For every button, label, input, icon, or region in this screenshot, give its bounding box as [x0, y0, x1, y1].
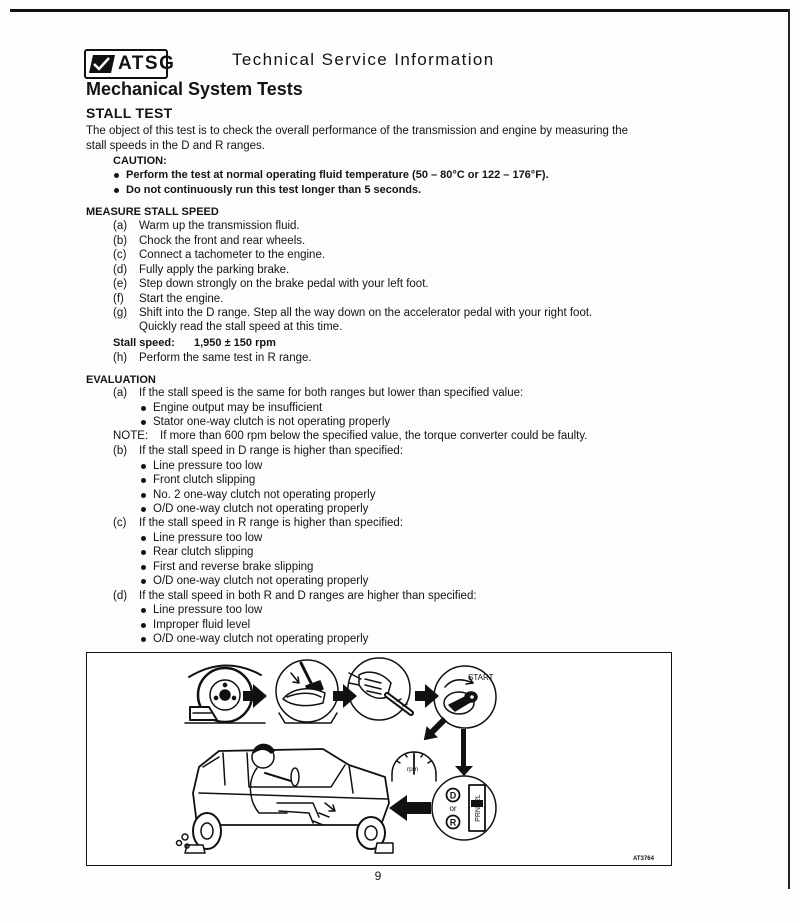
range-r-label: R — [449, 817, 457, 828]
case-letter: (b) — [113, 445, 128, 457]
cause-text: Line pressure too low — [153, 604, 263, 616]
bullet-icon — [141, 565, 146, 570]
bullet-icon — [141, 608, 146, 613]
arrow-down-icon — [455, 729, 473, 776]
exhaust-puff — [182, 834, 188, 840]
case-letter: (d) — [113, 590, 128, 602]
note-label: NOTE: — [113, 430, 149, 442]
atsg-logo — [84, 49, 176, 79]
intro-line — [0, 124, 800, 138]
step-text: Quickly read the stall speed at this time. — [139, 321, 343, 333]
step-row — [0, 248, 800, 262]
arrow-down-left-icon — [418, 713, 451, 746]
rear-wheel — [193, 813, 221, 849]
section-title: STALL TEST — [86, 105, 173, 121]
range-or-label: or — [449, 804, 457, 813]
case-row — [0, 589, 800, 603]
gauge-label: rpm — [407, 766, 419, 773]
step-row — [0, 306, 800, 320]
caution-heading — [0, 154, 800, 168]
evaluation-heading-text: EVALUATION — [86, 374, 156, 386]
step-letter: (a) — [113, 220, 128, 232]
arrow-left-icon — [389, 795, 431, 821]
step-text: Chock the front and rear wheels. — [139, 235, 306, 247]
bullet-icon — [141, 464, 146, 469]
cause-text: No. 2 one-way clutch not operating properly — [153, 489, 376, 501]
cause-item — [0, 415, 800, 429]
cause-item — [0, 531, 800, 545]
caution-text: Perform the test at normal operating fluid temperature (50 – 80°C or 122 – 176°F). — [126, 169, 549, 181]
case-text: If the stall speed in D range is higher than specified: — [139, 445, 404, 457]
case-row — [0, 516, 800, 530]
step-letter: (c) — [113, 249, 127, 261]
arrow-right-icon — [243, 684, 267, 708]
tachometer-gauge — [392, 752, 436, 781]
arrow-right-icon — [333, 684, 357, 708]
case-letter: (c) — [113, 517, 127, 529]
caution-label: CAUTION: — [113, 155, 167, 167]
step-text: Warm up the transmission fluid. — [139, 220, 300, 232]
cause-item — [0, 459, 800, 473]
step-letter: (f) — [113, 293, 124, 305]
case-row — [0, 444, 800, 458]
cause-text: Rear clutch slipping — [153, 546, 254, 558]
start-label: START — [468, 673, 494, 682]
wheel-chock — [375, 843, 393, 853]
cause-text: Stator one-way clutch is not operating properly — [153, 416, 391, 428]
bullet-icon — [141, 579, 146, 584]
cause-text: First and reverse brake slipping — [153, 561, 314, 573]
cause-item — [0, 560, 800, 574]
bullet-icon — [114, 188, 119, 193]
cause-item — [0, 574, 800, 588]
step-letter: (d) — [113, 264, 128, 276]
step-text: Start the engine. — [139, 293, 224, 305]
step-row — [0, 277, 800, 291]
bullet-icon — [141, 420, 146, 425]
header-title: Technical Service Information — [232, 50, 495, 69]
step-text: Step down strongly on the brake pedal with your left foot. — [139, 278, 429, 290]
step-letter: (g) — [113, 307, 128, 319]
stall-test-figure — [86, 652, 672, 866]
cause-text: O/D one-way clutch not operating properly — [153, 575, 369, 587]
cause-item — [0, 488, 800, 502]
push-arrow-icon — [291, 673, 299, 683]
note-text: If more than 600 rpm below the specified value, the torque converter could be faulty. — [160, 430, 588, 442]
bullet-icon — [141, 536, 146, 541]
caution-text: Do not continuously run this test longer than 5 seconds. — [126, 184, 422, 196]
range-d-label: D — [449, 790, 457, 801]
cause-text: Improper fluid level — [153, 619, 251, 631]
cause-text: O/D one-way clutch not operating properly — [153, 633, 369, 645]
top-border-rule — [10, 9, 790, 12]
bullet-icon — [141, 507, 146, 512]
checkmark-logo-icon — [89, 55, 115, 73]
cause-item — [0, 401, 800, 415]
cause-item — [0, 632, 800, 646]
step-text: Perform the same test in R range. — [139, 352, 312, 364]
page-number: 9 — [374, 869, 382, 883]
step-text: Shift into the D range. Step all the way down on the accelerator pedal with your right foot. — [139, 307, 593, 319]
step-row — [0, 292, 800, 306]
step-row — [0, 263, 800, 277]
step-row — [0, 234, 800, 248]
brake-pedal-illustration — [276, 660, 338, 723]
step-text: Connect a tachometer to the engine. — [139, 249, 326, 261]
cause-item — [0, 603, 800, 617]
page-title: Mechanical System Tests — [86, 79, 303, 99]
cause-text: O/D one-way clutch not operating properly — [153, 503, 369, 515]
case-text: If the stall speed in both R and D ranges are higher than specified: — [139, 590, 477, 602]
intro-line — [0, 139, 800, 153]
case-row — [0, 386, 800, 400]
figure-id: AT3764 — [633, 856, 654, 862]
cause-item — [0, 502, 800, 516]
cause-item — [0, 545, 800, 559]
case-text: If the stall speed is the same for both ranges but lower than specified value: — [139, 387, 524, 399]
step-letter: (e) — [113, 278, 128, 290]
step-row — [0, 351, 800, 365]
wheel-chock — [185, 845, 205, 853]
bullet-icon — [114, 173, 119, 178]
step-letter: (b) — [113, 235, 128, 247]
caution-item — [0, 168, 800, 182]
bullet-icon — [141, 493, 146, 498]
step-row — [0, 219, 800, 233]
case-letter: (a) — [113, 387, 128, 399]
intro-text: The object of this test is to check the overall performance of the transmission and engine by measuring the — [86, 125, 629, 137]
stall-speed-spec — [0, 336, 800, 350]
vehicle-stall-test-illustration — [177, 744, 394, 853]
parking-brake-illustration — [348, 658, 411, 720]
measure-heading-text: MEASURE STALL SPEED — [86, 206, 219, 218]
cause-text: Front clutch slipping — [153, 474, 256, 486]
bullet-icon — [141, 478, 146, 483]
cause-item — [0, 618, 800, 632]
case-text: If the stall speed in R range is higher than specified: — [139, 517, 404, 529]
note-row — [0, 429, 800, 443]
intro-text: stall speeds in the D and R ranges. — [86, 140, 265, 152]
shift-lever-illustration — [432, 776, 496, 840]
step-row-continued — [0, 320, 800, 334]
caution-item — [0, 183, 800, 197]
cause-item — [0, 473, 800, 487]
logo-text: ATSG — [118, 53, 176, 74]
measure-heading — [0, 205, 800, 219]
step-text: Fully apply the parking brake. — [139, 264, 290, 276]
stall-test-illustration — [87, 653, 671, 865]
cause-text: Engine output may be insufficient — [153, 402, 323, 414]
cause-text: Line pressure too low — [153, 460, 263, 472]
bullet-icon — [141, 550, 146, 555]
cause-text: Line pressure too low — [153, 532, 263, 544]
evaluation-heading — [0, 373, 800, 387]
bullet-icon — [141, 623, 146, 628]
step-letter: (h) — [113, 352, 128, 364]
shift-positions-label: PRND2L — [475, 794, 482, 822]
bullet-icon — [141, 637, 146, 642]
stall-speed-label: Stall speed: — [113, 337, 175, 349]
stall-speed-value: 1,950 ± 150 rpm — [194, 337, 276, 349]
bullet-icon — [141, 406, 146, 411]
